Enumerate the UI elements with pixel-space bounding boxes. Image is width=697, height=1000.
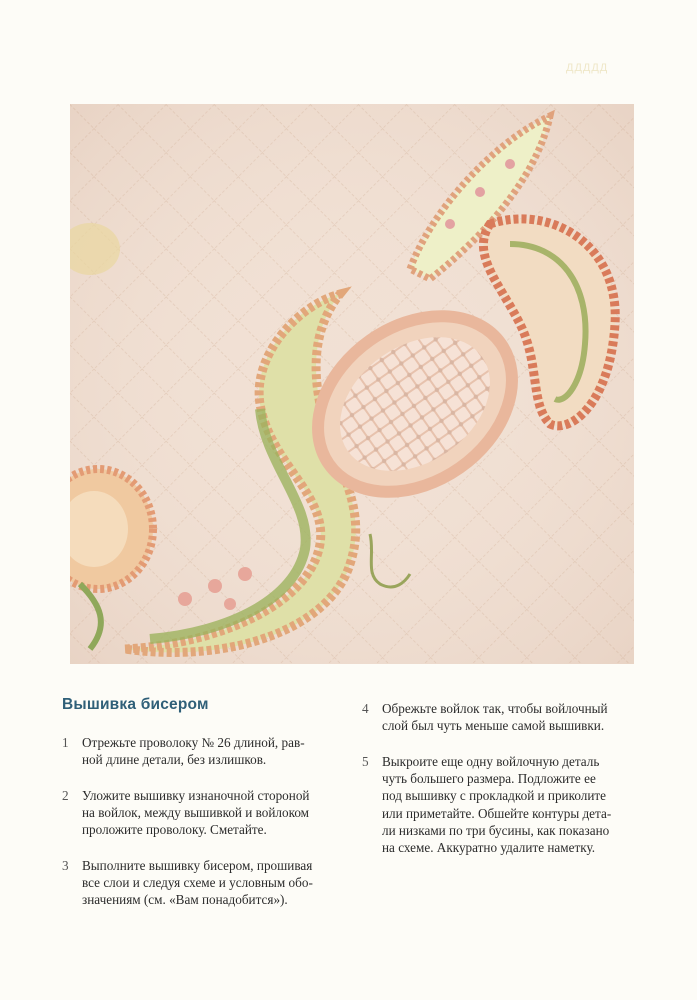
step-5 xyxy=(362,753,662,861)
step-line: Обрежьте войлок так, чтобы войлочный xyxy=(382,701,608,716)
step-line: ли низками по три бусины, как показано xyxy=(382,822,610,838)
step-line: или приметайте. Обшейте контуры дета- xyxy=(382,805,612,821)
step-line: проложите проволоку. Сметайте. xyxy=(82,822,267,838)
step-line: значениям (см. «Вам понадобится»). xyxy=(82,892,288,908)
step-number: 1 xyxy=(62,735,69,750)
step-number: 5 xyxy=(362,754,369,769)
step-line: чуть большего размера. Подложите ее xyxy=(382,771,596,787)
step-2 xyxy=(62,787,352,843)
step-line: Выполните вышивку бисером, прошивая xyxy=(82,858,313,873)
step-line: слой был чуть меньше самой вышивки. xyxy=(382,718,605,734)
step-line: ной длине детали, без излишков. xyxy=(82,752,267,768)
step-line: на войлок, между вышивкой и войлоком xyxy=(82,805,310,821)
step-line: Отрежьте проволоку № 26 длиной, рав- xyxy=(82,735,305,750)
step-number: 3 xyxy=(62,858,69,873)
step-line: на схеме. Аккуратно удалите наметку. xyxy=(382,840,596,856)
step-line: все слои и следуя схеме и условным обо- xyxy=(82,875,313,891)
section-title: Вышивка бисером xyxy=(62,696,209,713)
step-line: Уложите вышивку изнаночной стороной xyxy=(82,788,310,803)
step-4 xyxy=(362,700,662,740)
step-number: 4 xyxy=(362,701,369,716)
step-number: 2 xyxy=(62,788,69,803)
step-1 xyxy=(62,734,352,774)
embroidery-photo xyxy=(70,104,634,664)
step-line: Выкроите еще одну войлочную деталь xyxy=(382,754,600,769)
step-line: под вышивку с прокладкой и приколите xyxy=(382,788,607,804)
running-header-mark: ДДДДД xyxy=(566,62,609,74)
step-3 xyxy=(62,857,362,913)
